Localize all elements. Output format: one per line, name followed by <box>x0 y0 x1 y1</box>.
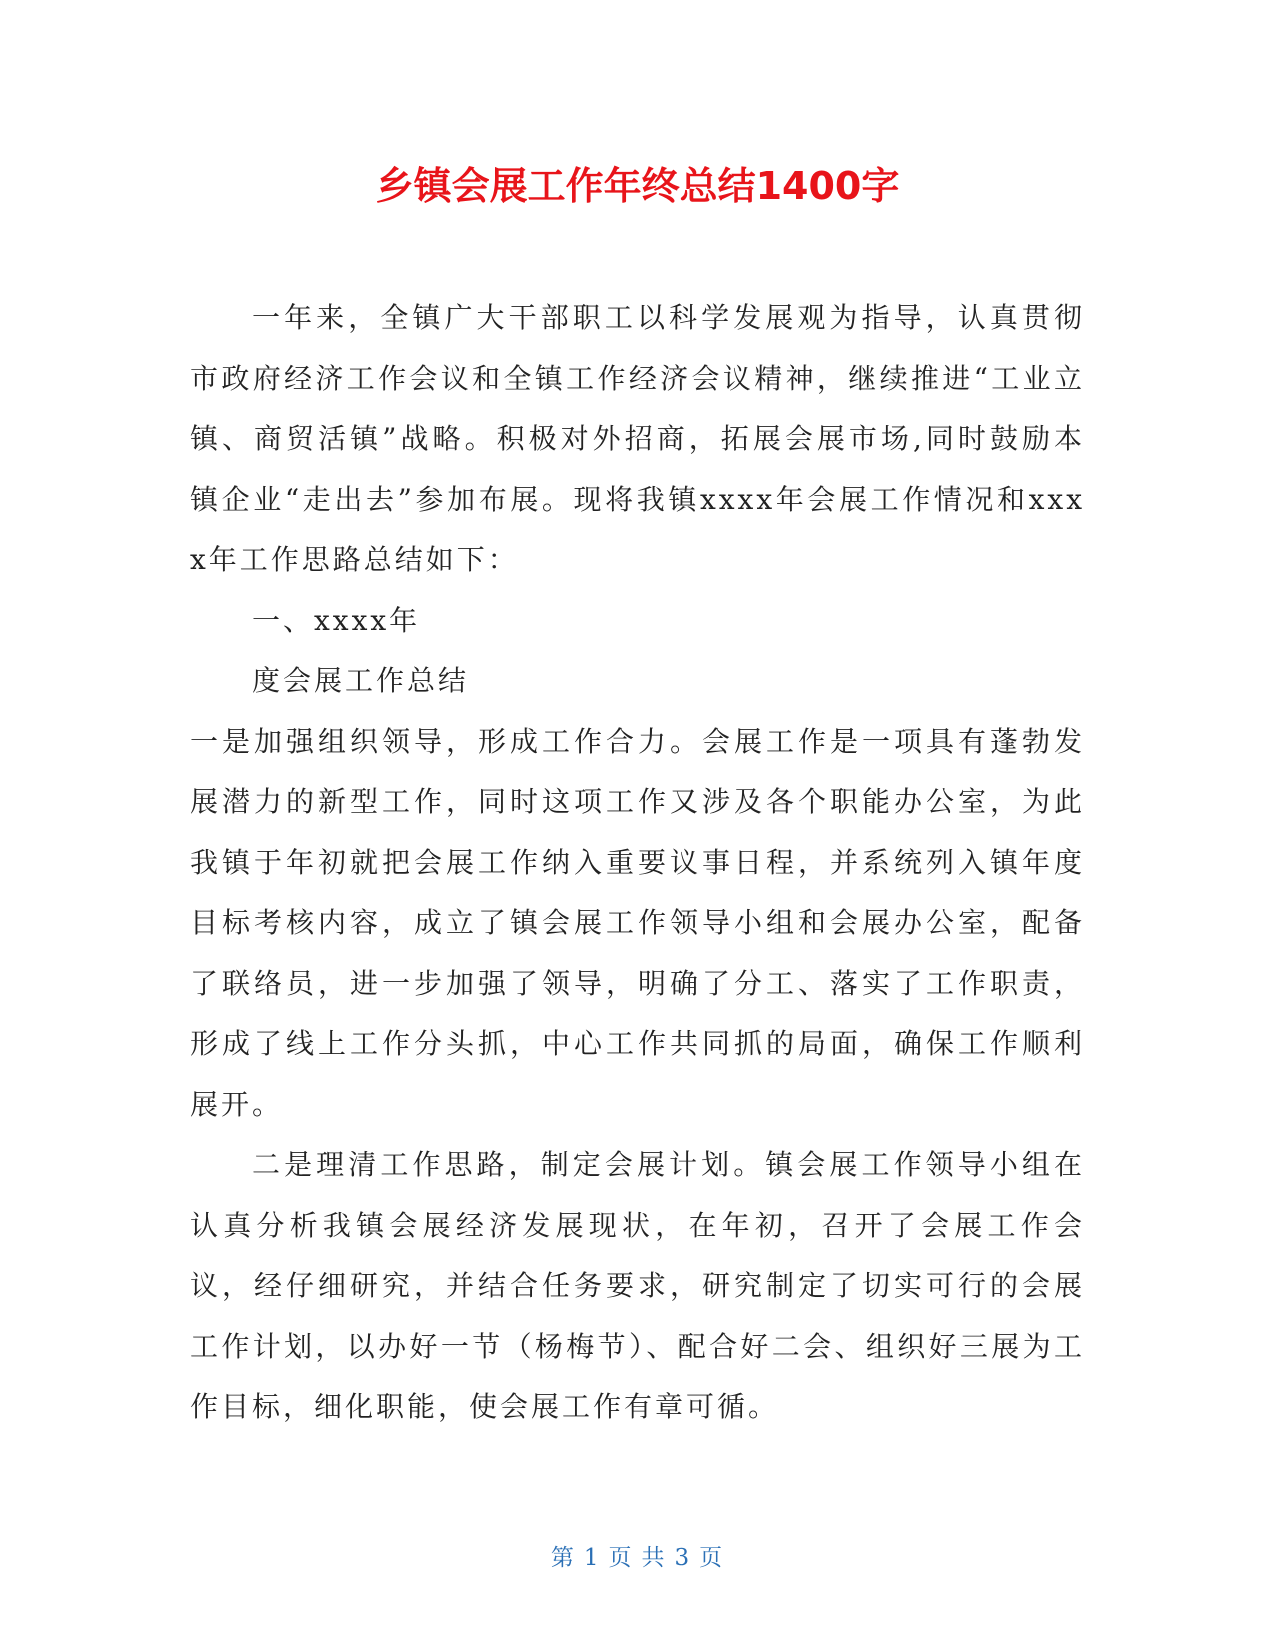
footer-current-page: 1 <box>583 1545 601 1571</box>
paragraph-intro: 一年来，全镇广大干部职工以科学发展观为指导，认真贯彻市政府经济工作会议和全镇工作经济会议精神，继续推进“工业立镇、商贸活镇”战略。积极对外招商，拓展会展市场,同时鼓励本镇企业“走出去”参加布展。现将我镇xxxx年会展工作情况和xxxx年工作思路总结如下： <box>190 301 1085 576</box>
page-footer <box>0 1542 1275 1574</box>
footer-total-unit: 页 <box>699 1545 725 1571</box>
document-body <box>190 288 1085 1438</box>
paragraph-point-two: 二是理清工作思路，制定会展计划。镇会展工作领导小组在认真分析我镇会展经济发展现状，在年初，召开了会展工作会议，经仔细研究，并结合任务要求，研究制定了切实可行的会展工作计划，以办好一节（杨梅节）、配合好二会、组织好三展为工作目标，细化职能，使会展工作有章可循。 <box>190 1148 1085 1423</box>
footer-total-pages: 3 <box>674 1545 692 1571</box>
document-title: 乡镇会展工作年终总结1400字 <box>375 164 900 208</box>
section-heading-part1: 一、xxxx年 <box>252 603 421 637</box>
footer-total-label: 共 <box>641 1545 667 1571</box>
section-heading-part2: 度会展工作总结 <box>252 664 470 697</box>
footer-page-unit: 页 <box>608 1545 634 1571</box>
paragraph-point-one: 一是加强组织领导，形成工作合力。会展工作是一项具有蓬勃发展潜力的新型工作，同时这项工作又涉及各个职能办公室，为此我镇于年初就把会展工作纳入重要议事日程，并系统列入镇年度目标考核内容，成立了镇会展工作领导小组和会展办公室，配备了联络员，进一步加强了领导，明确了分工、落实了工作职责，形成了线上工作分头抓，中心工作共同抓的局面，确保工作顺利展开。 <box>190 724 1085 1121</box>
footer-page-label: 第 <box>550 1545 576 1571</box>
